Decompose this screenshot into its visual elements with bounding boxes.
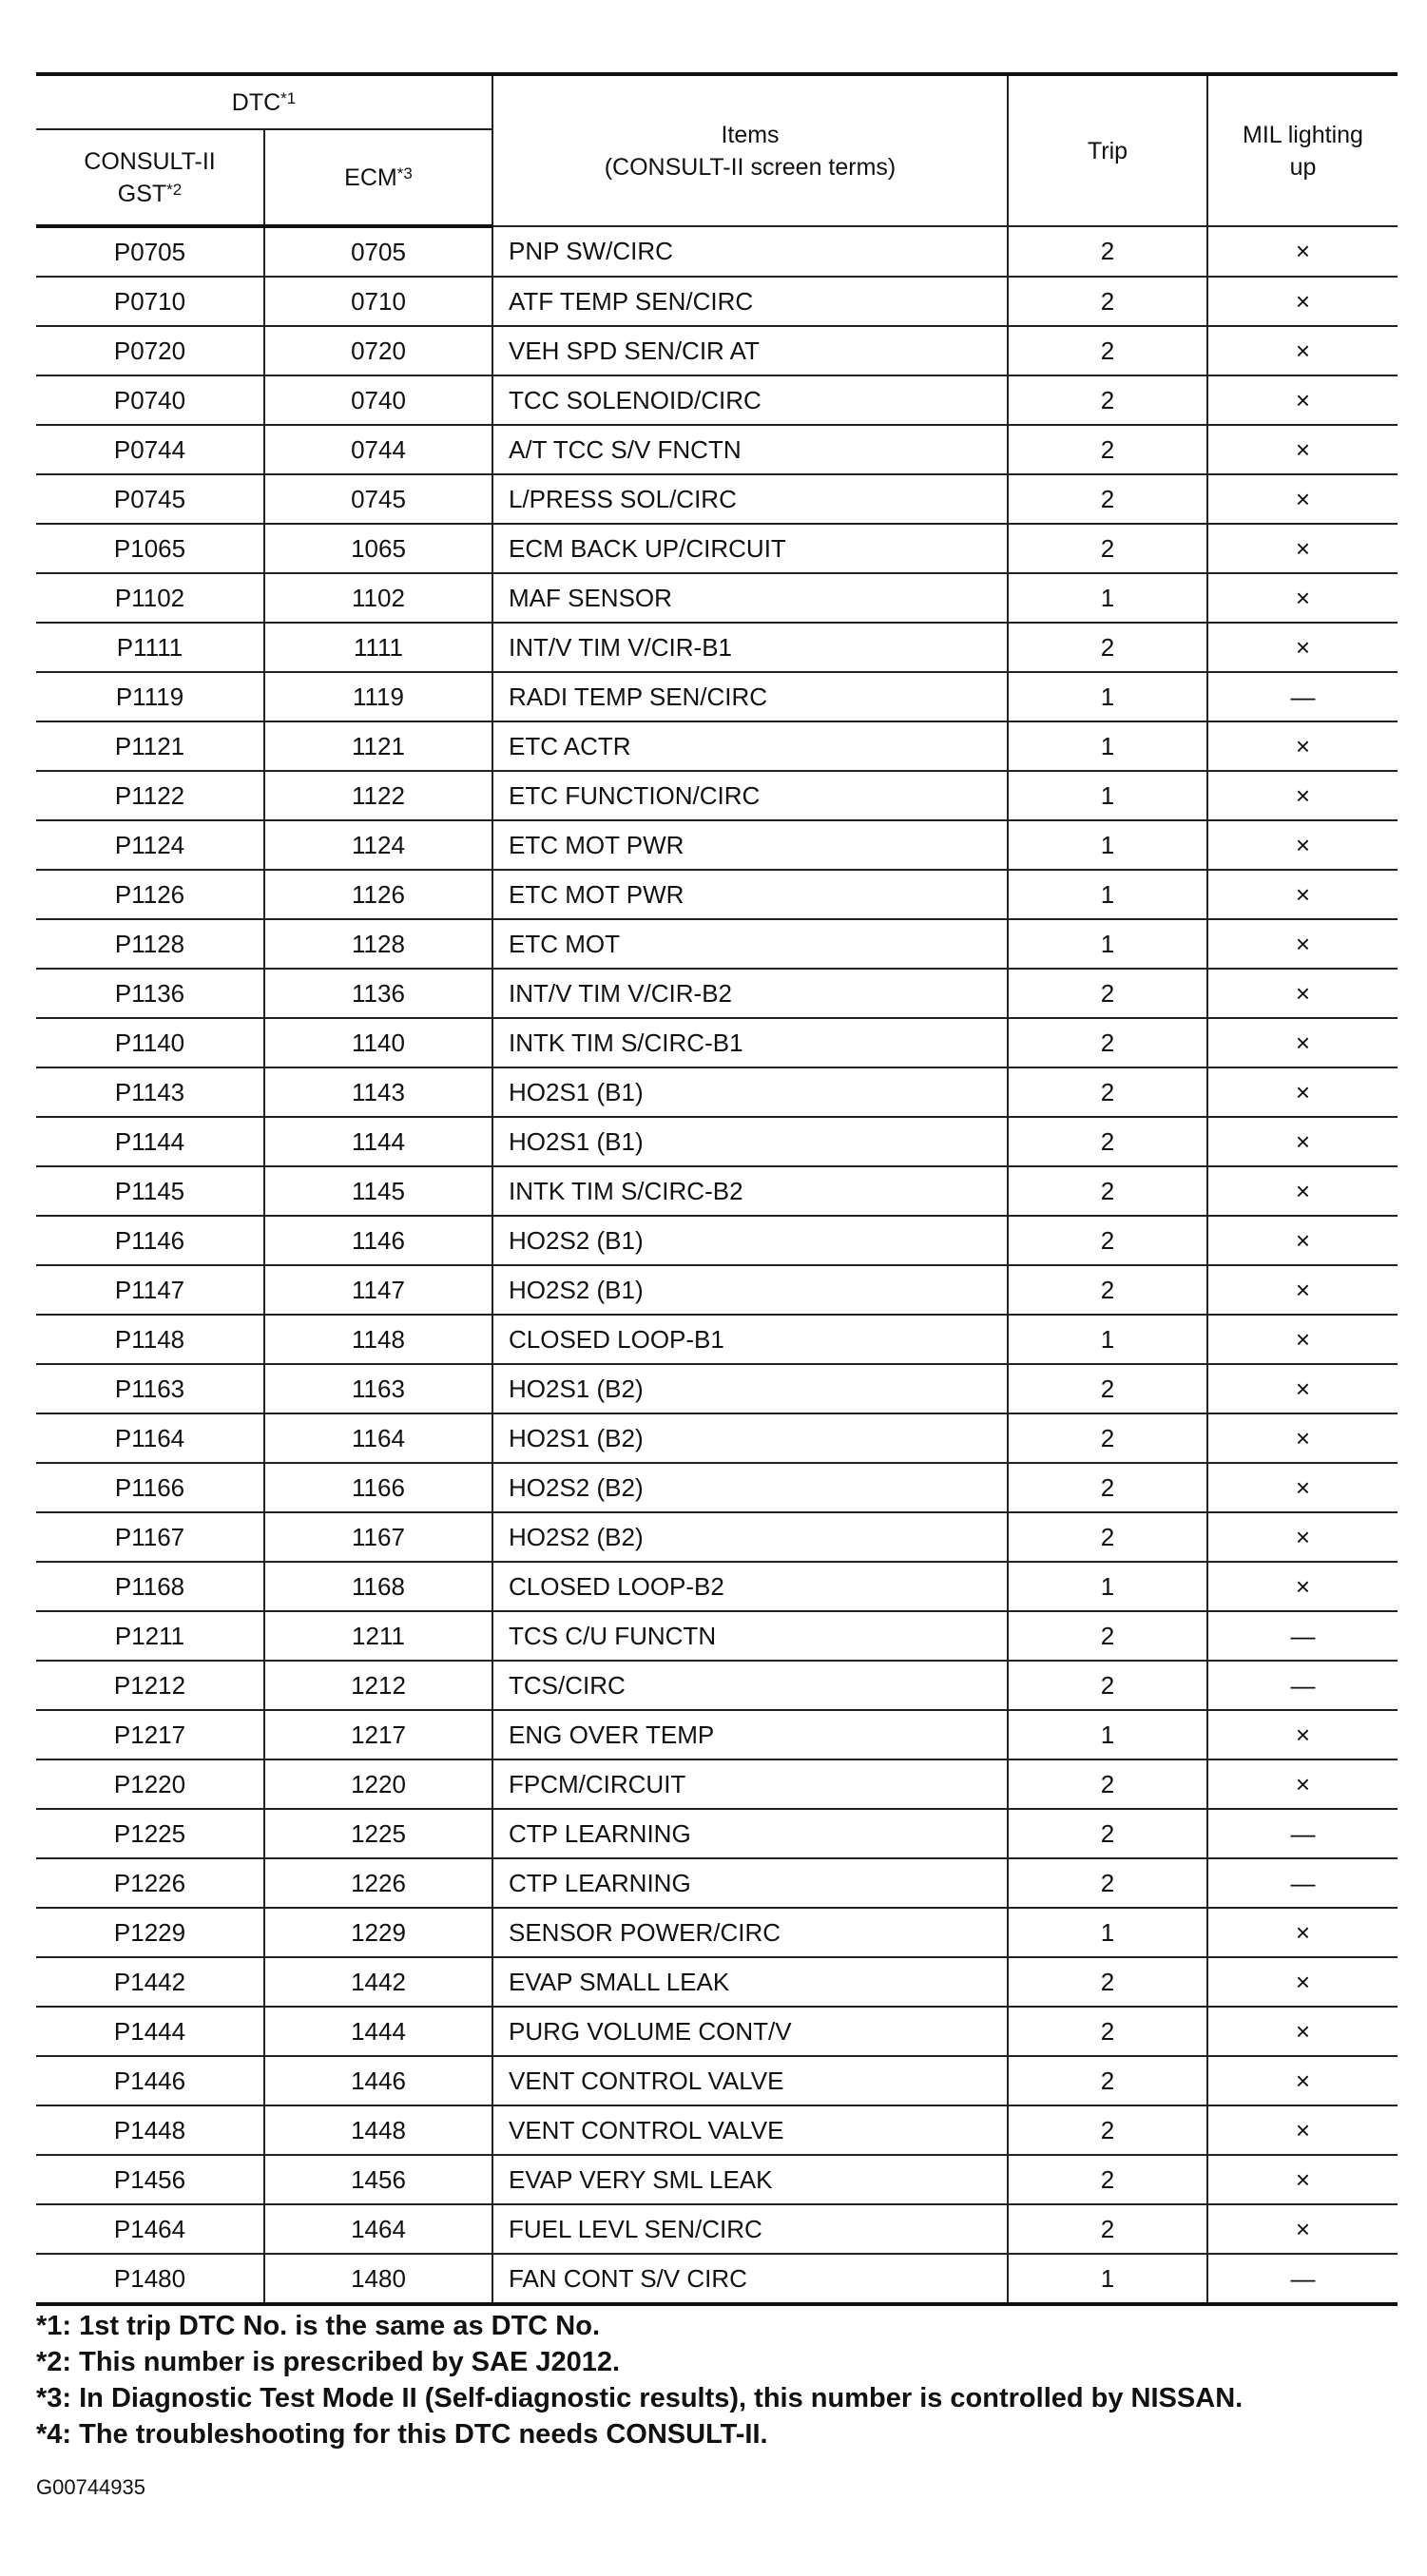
trip-cell: 2 [1008,524,1207,573]
table-row [36,474,1398,524]
table-row [36,1364,1398,1413]
ecm-code-cell: 1143 [264,1067,492,1117]
trip-cell: 2 [1008,1413,1207,1463]
table-row [36,969,1398,1018]
ecm-code-cell: 1119 [264,672,492,721]
mil-cell: × [1207,2105,1398,2155]
table-row [36,1759,1398,1809]
ecm-code-cell: 1220 [264,1759,492,1809]
consult-code-cell: P1145 [36,1166,264,1216]
mil-cell: × [1207,1364,1398,1413]
item-cell: HO2S1 (B2) [492,1413,1008,1463]
item-cell: CLOSED LOOP-B2 [492,1562,1008,1611]
table-row [36,1067,1398,1117]
mil-cell: — [1207,1809,1398,1858]
consult-code-cell: P0720 [36,326,264,375]
trip-cell: 1 [1008,1315,1207,1364]
item-cell: CTP LEARNING [492,1858,1008,1908]
trip-cell: 2 [1008,1117,1207,1166]
table-row [36,820,1398,870]
ecm-code-cell: 1168 [264,1562,492,1611]
trip-cell: 1 [1008,919,1207,969]
item-cell: FUEL LEVL SEN/CIRC [492,2204,1008,2254]
trip-cell: 2 [1008,375,1207,425]
mil-cell: × [1207,969,1398,1018]
item-cell: CTP LEARNING [492,1809,1008,1858]
ecm-code-cell: 1448 [264,2105,492,2155]
item-cell: TCS C/U FUNCTN [492,1611,1008,1661]
mil-cell: × [1207,820,1398,870]
trip-cell: 2 [1008,1759,1207,1809]
trip-cell: 2 [1008,1265,1207,1315]
trip-cell: 2 [1008,969,1207,1018]
consult-code-cell: P1146 [36,1216,264,1265]
consult-code-cell: P1163 [36,1364,264,1413]
ecm-code-cell: 1144 [264,1117,492,1166]
consult-code-cell: P1212 [36,1661,264,1710]
dtc-group-footnote-mark: *1 [280,88,297,107]
mil-header-line1: MIL lighting [1243,121,1363,148]
item-cell: INT/V TIM V/CIR-B2 [492,969,1008,1018]
item-cell: FAN CONT S/V CIRC [492,2254,1008,2304]
mil-cell: × [1207,425,1398,474]
table-row [36,1809,1398,1858]
mil-cell: × [1207,1166,1398,1216]
item-cell: HO2S2 (B1) [492,1265,1008,1315]
item-cell: VEH SPD SEN/CIR AT [492,326,1008,375]
mil-cell: — [1207,672,1398,721]
mil-cell: × [1207,771,1398,820]
trip-cell: 2 [1008,1364,1207,1413]
item-cell: EVAP SMALL LEAK [492,1957,1008,2007]
document-id: G00744935 [36,2475,145,2499]
table-row [36,2007,1398,2056]
ecm-code-cell: 1124 [264,820,492,870]
table-row [36,2105,1398,2155]
ecm-code-cell: 0740 [264,375,492,425]
consult-code-cell: P1225 [36,1809,264,1858]
mil-cell: × [1207,1018,1398,1067]
item-cell: EVAP VERY SML LEAK [492,2155,1008,2204]
trip-cell: 2 [1008,326,1207,375]
trip-cell: 1 [1008,820,1207,870]
consult-code-cell: P1126 [36,870,264,919]
consult-code-cell: P1168 [36,1562,264,1611]
consult-code-cell: P1147 [36,1265,264,1315]
mil-cell: × [1207,870,1398,919]
item-cell: TCS/CIRC [492,1661,1008,1710]
mil-cell: × [1207,1908,1398,1957]
mil-cell: — [1207,2254,1398,2304]
item-cell: A/T TCC S/V FNCTN [492,425,1008,474]
trip-cell: 2 [1008,1957,1207,2007]
consult-code-cell: P1121 [36,721,264,771]
ecm-code-cell: 1146 [264,1216,492,1265]
mil-header-line2: up [1289,153,1317,181]
mil-cell: × [1207,226,1398,277]
consult-code-cell: P1217 [36,1710,264,1759]
footnote: *4: The troubleshooting for this DTC needs CONSULT-II. [36,2419,768,2450]
mil-header [1207,74,1398,226]
table-row [36,226,1398,277]
trip-cell: 1 [1008,2254,1207,2304]
consult-header [36,129,264,226]
table-row [36,771,1398,820]
items-header-line2: (CONSULT-II screen terms) [604,153,897,181]
consult-code-cell: P1226 [36,1858,264,1908]
item-cell: VENT CONTROL VALVE [492,2056,1008,2105]
table-row [36,1018,1398,1067]
dtc-table [36,72,1398,2306]
table-row [36,573,1398,623]
item-cell: VENT CONTROL VALVE [492,2105,1008,2155]
consult-code-cell: P1464 [36,2204,264,2254]
consult-code-cell: P1446 [36,2056,264,2105]
consult-code-cell: P1229 [36,1908,264,1957]
item-cell: ETC MOT [492,919,1008,969]
table-row [36,425,1398,474]
ecm-code-cell: 1122 [264,771,492,820]
dtc-group-label: DTC [231,88,281,116]
mil-cell: × [1207,623,1398,672]
item-cell: HO2S2 (B2) [492,1463,1008,1512]
ecm-code-cell: 1147 [264,1265,492,1315]
trip-cell: 2 [1008,1661,1207,1710]
table-row [36,375,1398,425]
ecm-code-cell: 1225 [264,1809,492,1858]
ecm-code-cell: 1456 [264,2155,492,2204]
mil-cell: — [1207,1611,1398,1661]
table-row [36,1512,1398,1562]
item-cell: HO2S2 (B1) [492,1216,1008,1265]
ecm-code-cell: 1444 [264,2007,492,2056]
mil-cell: × [1207,1117,1398,1166]
trip-cell: 1 [1008,1710,1207,1759]
mil-cell: × [1207,1710,1398,1759]
table-row [36,1315,1398,1364]
ecm-code-cell: 1229 [264,1908,492,1957]
trip-header-label: Trip [1087,137,1128,164]
mil-cell: × [1207,1562,1398,1611]
table-row [36,2254,1398,2304]
table-row [36,1710,1398,1759]
table-row [36,1463,1398,1512]
ecm-code-cell: 1111 [264,623,492,672]
ecm-code-cell: 1065 [264,524,492,573]
item-cell: TCC SOLENOID/CIRC [492,375,1008,425]
item-cell: FPCM/CIRCUIT [492,1759,1008,1809]
trip-cell: 2 [1008,2155,1207,2204]
mil-cell: × [1207,919,1398,969]
table-row [36,721,1398,771]
ecm-code-cell: 1136 [264,969,492,1018]
trip-cell: 1 [1008,573,1207,623]
consult-code-cell: P1144 [36,1117,264,1166]
item-cell: ETC ACTR [492,721,1008,771]
item-cell: PNP SW/CIRC [492,226,1008,277]
consult-code-cell: P1128 [36,919,264,969]
table-row [36,919,1398,969]
mil-cell: × [1207,1957,1398,2007]
trip-cell: 1 [1008,1562,1207,1611]
trip-cell: 1 [1008,1908,1207,1957]
item-cell: HO2S1 (B2) [492,1364,1008,1413]
item-cell: ATF TEMP SEN/CIRC [492,277,1008,326]
trip-cell: 2 [1008,226,1207,277]
ecm-code-cell: 1167 [264,1512,492,1562]
consult-code-cell: P1136 [36,969,264,1018]
footnote: *3: In Diagnostic Test Mode II (Self-diagnostic results), this number is controlled by NISSAN. [36,2383,1244,2413]
item-cell: INT/V TIM V/CIR-B1 [492,623,1008,672]
table-row [36,326,1398,375]
item-cell: ETC FUNCTION/CIRC [492,771,1008,820]
trip-cell: 2 [1008,1463,1207,1512]
mil-cell: × [1207,2204,1398,2254]
mil-cell: × [1207,375,1398,425]
ecm-code-cell: 1126 [264,870,492,919]
footnote: *2: This number is prescribed by SAE J2012. [36,2347,621,2377]
mil-cell: × [1207,1315,1398,1364]
mil-cell: × [1207,573,1398,623]
ecm-footnote-mark: *3 [396,163,413,183]
item-cell: MAF SENSOR [492,573,1008,623]
consult-code-cell: P0745 [36,474,264,524]
consult-code-cell: P1143 [36,1067,264,1117]
table-row [36,1957,1398,2007]
table-row [36,672,1398,721]
trip-cell: 1 [1008,721,1207,771]
ecm-code-cell: 1446 [264,2056,492,2105]
consult-header-line1: CONSULT-II [84,147,216,175]
trip-cell: 2 [1008,1512,1207,1562]
ecm-code-cell: 1166 [264,1463,492,1512]
consult-code-cell: P1444 [36,2007,264,2056]
trip-cell: 2 [1008,277,1207,326]
trip-cell: 2 [1008,474,1207,524]
mil-cell: × [1207,474,1398,524]
consult-footnote-mark: *2 [166,180,183,199]
mil-cell: × [1207,2056,1398,2105]
ecm-header [264,129,492,226]
mil-cell: × [1207,277,1398,326]
table-row [36,2056,1398,2105]
consult-code-cell: P0710 [36,277,264,326]
trip-cell: 2 [1008,1166,1207,1216]
mil-cell: × [1207,524,1398,573]
ecm-code-cell: 1121 [264,721,492,771]
consult-code-cell: P1102 [36,573,264,623]
ecm-code-cell: 0705 [264,226,492,277]
consult-code-cell: P1220 [36,1759,264,1809]
consult-code-cell: P1448 [36,2105,264,2155]
item-cell: HO2S1 (B1) [492,1117,1008,1166]
ecm-header-label: ECM [344,163,397,191]
consult-code-cell: P1164 [36,1413,264,1463]
table-row [36,1265,1398,1315]
trip-cell: 1 [1008,672,1207,721]
ecm-code-cell: 0710 [264,277,492,326]
consult-code-cell: P1148 [36,1315,264,1364]
trip-cell: 2 [1008,2204,1207,2254]
table-row [36,1661,1398,1710]
trip-cell: 1 [1008,870,1207,919]
item-cell: ETC MOT PWR [492,870,1008,919]
trip-cell: 2 [1008,425,1207,474]
item-cell: RADI TEMP SEN/CIRC [492,672,1008,721]
ecm-code-cell: 1226 [264,1858,492,1908]
footnotes [36,2308,1405,2452]
consult-code-cell: P1122 [36,771,264,820]
item-cell: HO2S2 (B2) [492,1512,1008,1562]
mil-cell: × [1207,1759,1398,1809]
trip-header [1008,74,1207,226]
mil-cell: × [1207,1463,1398,1512]
table-row [36,870,1398,919]
item-cell: ECM BACK UP/CIRCUIT [492,524,1008,573]
mil-cell: × [1207,2007,1398,2056]
ecm-code-cell: 1145 [264,1166,492,1216]
ecm-code-cell: 1128 [264,919,492,969]
trip-cell: 2 [1008,1858,1207,1908]
mil-cell: — [1207,1661,1398,1710]
consult-code-cell: P1119 [36,672,264,721]
ecm-code-cell: 1480 [264,2254,492,2304]
ecm-code-cell: 0720 [264,326,492,375]
table-row [36,1908,1398,1957]
table-row [36,2155,1398,2204]
ecm-code-cell: 1217 [264,1710,492,1759]
ecm-code-cell: 1464 [264,2204,492,2254]
ecm-code-cell: 1140 [264,1018,492,1067]
table-header [36,74,1398,226]
consult-code-cell: P0740 [36,375,264,425]
consult-code-cell: P0705 [36,226,264,277]
mil-cell: × [1207,1216,1398,1265]
ecm-code-cell: 1212 [264,1661,492,1710]
consult-code-cell: P1111 [36,623,264,672]
trip-cell: 1 [1008,771,1207,820]
mil-cell: × [1207,326,1398,375]
table-body [36,226,1398,2304]
consult-code-cell: P1166 [36,1463,264,1512]
mil-cell: × [1207,1413,1398,1463]
ecm-code-cell: 1148 [264,1315,492,1364]
trip-cell: 2 [1008,2007,1207,2056]
table-row [36,277,1398,326]
ecm-code-cell: 0744 [264,425,492,474]
item-cell: L/PRESS SOL/CIRC [492,474,1008,524]
consult-code-cell: P1167 [36,1512,264,1562]
consult-code-cell: P1124 [36,820,264,870]
consult-code-cell: P1442 [36,1957,264,2007]
consult-code-cell: P1140 [36,1018,264,1067]
footnote: *1: 1st trip DTC No. is the same as DTC No. [36,2311,601,2341]
items-header [492,74,1008,226]
trip-cell: 2 [1008,1216,1207,1265]
ecm-code-cell: 1442 [264,1957,492,2007]
table-row [36,1611,1398,1661]
ecm-code-cell: 1211 [264,1611,492,1661]
item-cell: HO2S1 (B1) [492,1067,1008,1117]
item-cell: INTK TIM S/CIRC-B1 [492,1018,1008,1067]
consult-code-cell: P1211 [36,1611,264,1661]
trip-cell: 2 [1008,1611,1207,1661]
trip-cell: 2 [1008,2105,1207,2155]
ecm-code-cell: 1102 [264,573,492,623]
trip-cell: 2 [1008,1809,1207,1858]
ecm-code-cell: 1163 [264,1364,492,1413]
consult-code-cell: P0744 [36,425,264,474]
item-cell: ETC MOT PWR [492,820,1008,870]
table-row [36,1117,1398,1166]
item-cell: PURG VOLUME CONT/V [492,2007,1008,2056]
item-cell: SENSOR POWER/CIRC [492,1908,1008,1957]
trip-cell: 2 [1008,1067,1207,1117]
trip-cell: 2 [1008,623,1207,672]
trip-cell: 2 [1008,2056,1207,2105]
consult-code-cell: P1456 [36,2155,264,2204]
table-row [36,1216,1398,1265]
mil-cell: × [1207,721,1398,771]
table-row [36,1166,1398,1216]
mil-cell: — [1207,1858,1398,1908]
table-row [36,524,1398,573]
item-cell: ENG OVER TEMP [492,1710,1008,1759]
mil-cell: × [1207,1265,1398,1315]
table-row [36,2204,1398,2254]
mil-cell: × [1207,1067,1398,1117]
table-row [36,1562,1398,1611]
dtc-group-header [36,74,492,129]
mil-cell: × [1207,1512,1398,1562]
ecm-code-cell: 0745 [264,474,492,524]
items-header-line1: Items [721,121,780,148]
consult-code-cell: P1065 [36,524,264,573]
table-row [36,1858,1398,1908]
consult-code-cell: P1480 [36,2254,264,2304]
trip-cell: 2 [1008,1018,1207,1067]
ecm-code-cell: 1164 [264,1413,492,1463]
item-cell: CLOSED LOOP-B1 [492,1315,1008,1364]
consult-header-line2: GST [117,180,167,207]
table-row [36,1413,1398,1463]
item-cell: INTK TIM S/CIRC-B2 [492,1166,1008,1216]
mil-cell: × [1207,2155,1398,2204]
table-row [36,623,1398,672]
